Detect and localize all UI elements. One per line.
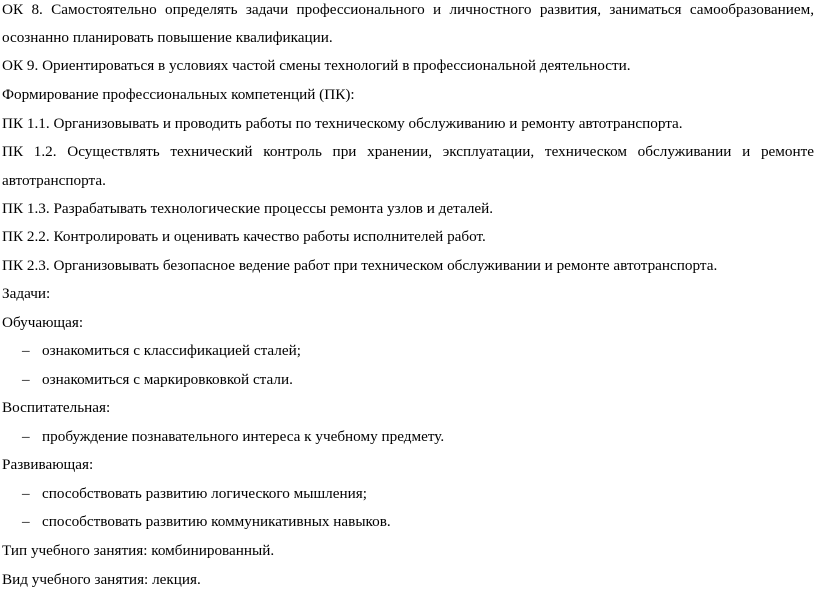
bullet-dash: – <box>22 485 30 502</box>
bullet-dash: – <box>22 428 30 445</box>
lesson-kind: Вид учебного занятия: лекция. <box>2 571 201 588</box>
pk-heading: Формирование профессиональных компетенций (ПК): <box>2 86 355 103</box>
pk23-text: ПК 2.3. Организовывать безопасное ведение работ при техническом обслуживании и ремонте автотранспорта. <box>2 257 718 274</box>
list-item <box>22 341 301 361</box>
pk11-text: ПК 1.1. Организовывать и проводить работы по техническому обслуживанию и ремонту автотранспорта. <box>2 115 683 132</box>
pk22-text: ПК 2.2. Контролировать и оценивать качество работы исполнителей работ. <box>2 228 486 245</box>
ok8-line1: ОК 8. Самостоятельно определять задачи профессионального и личностного развития, заниматься самообразованием, <box>2 1 814 18</box>
list-item <box>22 512 391 532</box>
list-item-text: способствовать развитию коммуникативных навыков. <box>42 513 391 530</box>
list-item-text: ознакомиться с классификацией сталей; <box>42 342 301 359</box>
list-item-text: ознакомиться с маркировковкой стали. <box>42 371 293 388</box>
list-item <box>22 427 444 447</box>
pk13-text: ПК 1.3. Разрабатывать технологические процессы ремонта узлов и деталей. <box>2 200 494 217</box>
bullet-dash: – <box>22 371 30 388</box>
list-item-text: пробуждение познавательного интереса к учебному предмету. <box>42 428 445 445</box>
bullet-dash: – <box>22 513 30 530</box>
list-item <box>22 370 293 390</box>
lesson-type: Тип учебного занятия: комбинированный. <box>2 542 275 559</box>
pk12-line1: ПК 1.2. Осуществлять технический контроль при хранении, эксплуатации, техническом обслуживании и ремонте <box>2 143 814 160</box>
teaching-heading: Обучающая: <box>2 314 84 331</box>
tasks-heading: Задачи: <box>2 285 51 302</box>
educational-heading: Воспитательная: <box>2 399 111 416</box>
bullet-dash: – <box>22 342 30 359</box>
ok9-text: ОК 9. Ориентироваться в условиях частой смены технологий в профессиональной деятельности. <box>2 57 631 74</box>
pk12-line2: автотранспорта. <box>2 172 106 189</box>
list-item <box>22 484 367 504</box>
list-item-text: способствовать развитию логического мышления; <box>42 485 367 502</box>
developing-heading: Развивающая: <box>2 456 94 473</box>
ok8-line2: осознанно планировать повышение квалификации. <box>2 29 333 46</box>
